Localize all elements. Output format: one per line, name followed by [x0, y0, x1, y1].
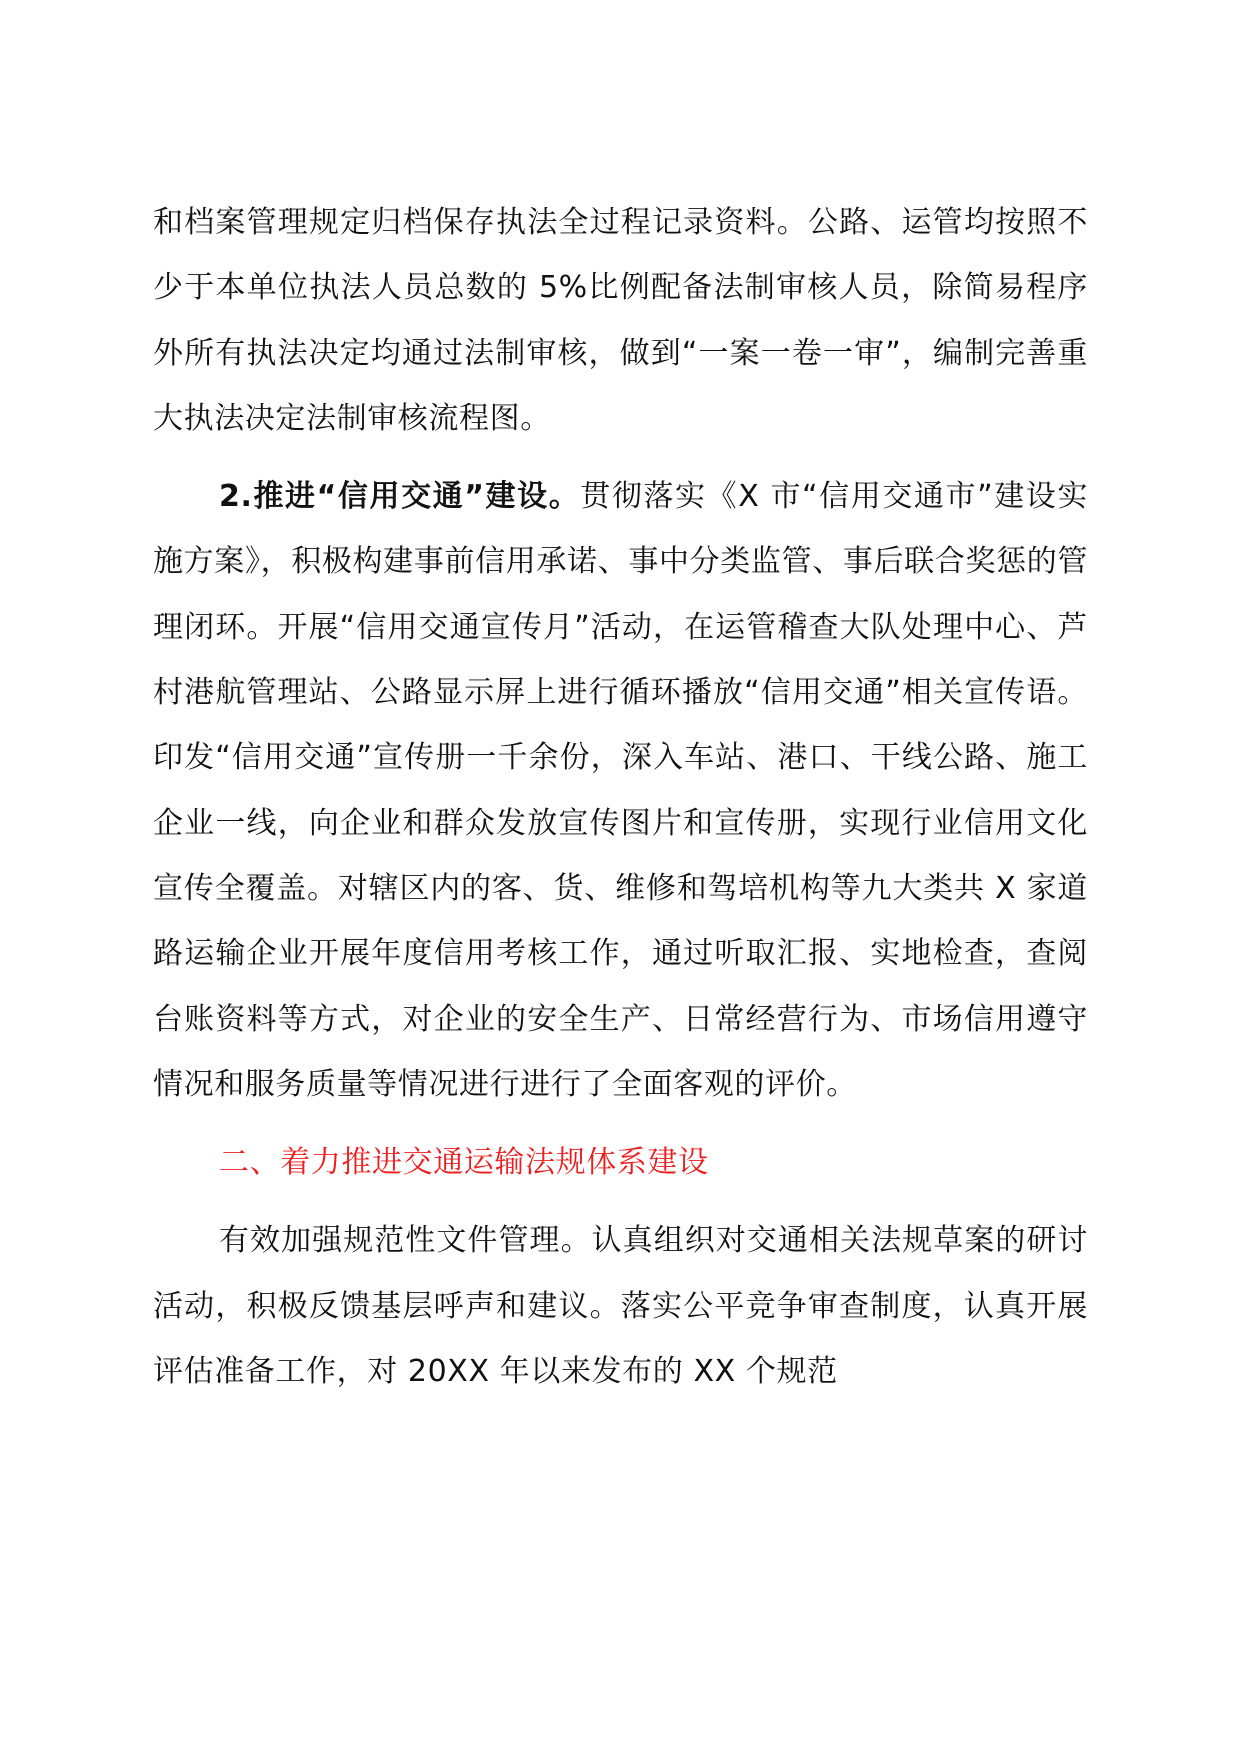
paragraph-gap — [153, 1117, 1088, 1130]
paragraph-normative-docs: 有效加强规范性文件管理。认真组织对交通相关法规草案的研讨活动，积极反馈基层呼声和建议。落实公平竞争审查制度，认真开展评估准备工作，对 20XX 年以来发布的 XX 个规范 — [153, 1223, 1088, 1390]
section-heading: 二、着力推进交通运输法规体系建设 — [219, 1145, 709, 1181]
paragraph-gap — [153, 451, 1088, 464]
paragraph-body: 贯彻落实《X 市“信用交通市”建设实施方案》，积极构建事前信用承诺、事中分类监管、事后联合奖惩的管理闭环。开展“信用交通宣传月”活动，在运管稽查大队处理中心、芦村港航管理站、公路显示屏上进行循环播放“信用交通”相关宣传语。印发“信用交通”宣传册一千余份，深入车站、港口、干线公路、施工企业一线，向企业和群众发放宣传图片和宣传册，实现行业信用文化宣传全覆盖。对辖区内的客、货、维修和驾培机构等九大类共 X 家道路运输企业开展年度信用考核工作，通过听取汇报、实地检查，查阅台账资料等方式，对企业的安全生产、日常经营行为、市场信用遵守情况和服务质量等情况进行进行了全面客观的评价。 — [153, 479, 1088, 1102]
document-page — [153, 190, 1088, 1404]
paragraph-gap — [153, 1195, 1088, 1208]
paragraph-lead-title: 2.推进“信用交通”建设。 — [219, 479, 581, 515]
paragraph-credit-transport — [153, 464, 1088, 1117]
paragraph-archive-review: 和档案管理规定归档保存执法全过程记录资料。公路、运管均按照不少于本单位执法人员总数的 5%比例配备法制审核人员，除简易程序外所有执法决定均通过法制审核，做到“一案一卷一审”，编制完善重大执法决定法制审核流程图。 — [153, 205, 1088, 436]
